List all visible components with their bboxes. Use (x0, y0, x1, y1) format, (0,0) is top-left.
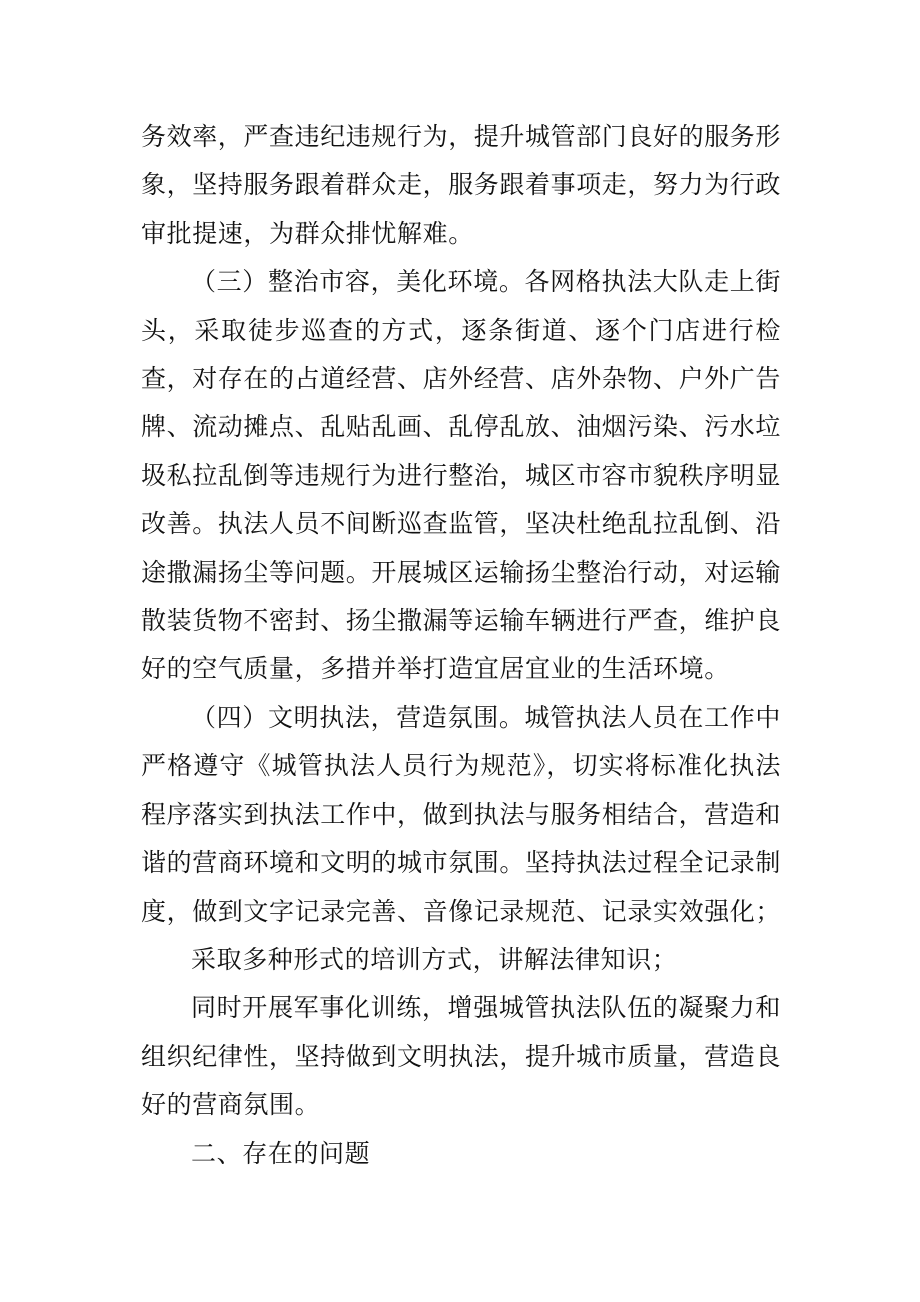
paragraph-service-efficiency: 务效率，严查违纪违规行为，提升城管部门良好的服务形象，坚持服务跟着群众走，服务跟着事项走，努力为行政审批提速，为群众排忧解难。 (141, 122, 782, 248)
document-body (141, 113, 781, 1178)
paragraph-civilized-enforcement: （四）文明执法，营造氛围。城管执法人员在工作中严格遵守《城管执法人员行为规范》，切实将标准化执法程序落实到执法工作中，做到执法与服务相结合，营造和谐的营商环境和文明的城市氛围。坚持执法过程全记录制度，做到文字记录完善、音像记录规范、记录实效强化； (141, 702, 782, 926)
section-heading-problems: 二、存在的问题 (191, 1138, 371, 1168)
paragraph-military-training: 同时开展军事化训练，增强城管执法队伍的凝聚力和组织纪律性，坚持做到文明执法，提升城市质量，营造良好的营商氛围。 (141, 993, 782, 1120)
paragraph-training: 采取多种形式的培训方式，讲解法律知识； (191, 944, 678, 974)
paragraph-city-appearance: （三）整治市容，美化环境。各网格执法大队走上街头，采取徒步巡查的方式，逐条街道、逐个门店进行检查，对存在的占道经营、店外经营、店外杂物、户外广告牌、流动摊点、乱贴乱画、乱停乱放、油烟污染、污水垃圾私拉乱倒等违规行为进行整治，城区市容市貌秩序明显改善。执法人员不间断巡查监管，坚决杜绝乱拉乱倒、沿途撒漏扬尘等问题。开展城区运输扬尘整治行动，对运输散装货物不密封、扬尘撒漏等运输车辆进行严查，维护良好的空气质量，多措并举打造宜居宜业的生活环境。 (141, 267, 782, 684)
